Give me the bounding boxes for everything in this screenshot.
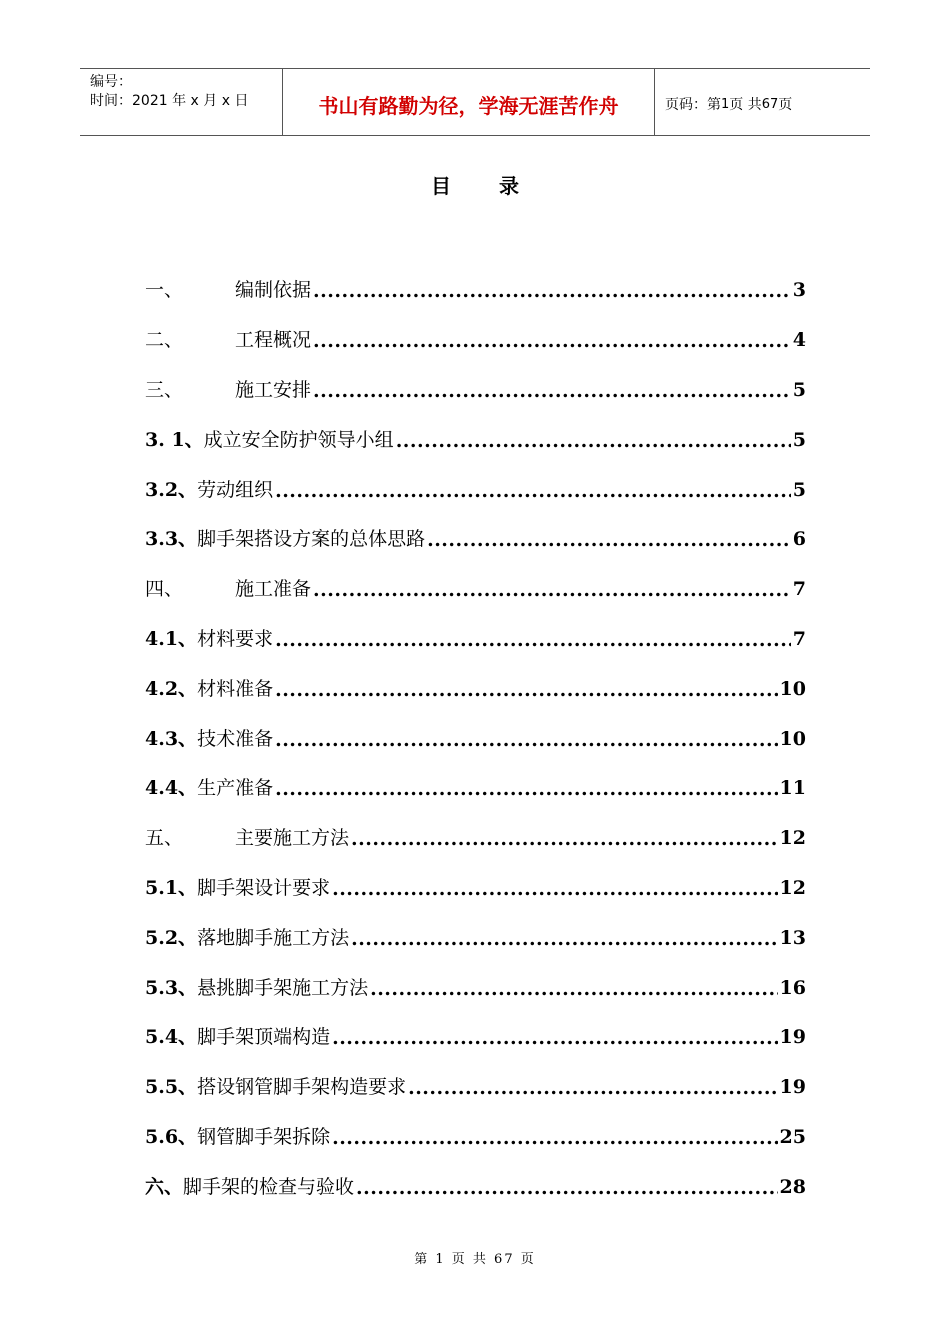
toc-entry-number: 5.5、 bbox=[145, 1076, 198, 1099]
toc-entry[interactable] bbox=[145, 266, 806, 316]
toc-entry-number: 5.2、 bbox=[145, 926, 198, 949]
toc-entry-title: 劳动组织 bbox=[197, 478, 274, 501]
toc-entry-page: 4 bbox=[792, 329, 806, 352]
toc-entry-number: 五、 bbox=[145, 827, 184, 850]
toc-entry-page: 5 bbox=[792, 428, 806, 451]
toc-entry-title: 落地脚手施工方法 bbox=[197, 926, 350, 949]
toc-entry[interactable] bbox=[145, 565, 806, 615]
toc-entry[interactable] bbox=[145, 714, 806, 764]
toc-entry-leader bbox=[332, 880, 777, 899]
toc-entry[interactable] bbox=[145, 913, 806, 963]
toc-entry-number: 四、 bbox=[145, 578, 184, 601]
toc-entry-title: 技术准备 bbox=[197, 727, 274, 750]
toc-entry-number: 一、 bbox=[145, 279, 184, 302]
toc-entry[interactable] bbox=[145, 1063, 806, 1113]
toc-entry-number: 5.1、 bbox=[145, 876, 198, 899]
toc-entry[interactable] bbox=[145, 366, 806, 416]
toc-entry-title: 施工准备 bbox=[235, 578, 312, 601]
toc-entry-page: 16 bbox=[779, 976, 806, 999]
toc-entry-title: 脚手架搭设方案的总体思路 bbox=[197, 528, 426, 551]
toc-entry[interactable] bbox=[145, 814, 806, 864]
toc-entry-leader bbox=[313, 282, 791, 301]
header-motto: 书山有路勤为径，学海无涯苦作舟 bbox=[282, 69, 655, 135]
toc-entry-title: 脚手架顶端构造 bbox=[197, 1026, 331, 1049]
toc-entry-page: 28 bbox=[779, 1175, 806, 1198]
toc-entry-number: 4.4、 bbox=[145, 777, 198, 800]
time-label: 时间：2021 年 x 月 x 日 bbox=[90, 93, 249, 109]
toc-entry-page: 5 bbox=[792, 478, 806, 501]
toc-entry-leader bbox=[332, 1029, 777, 1048]
toc-entry[interactable] bbox=[145, 316, 806, 366]
toc-entry-page: 5 bbox=[792, 378, 806, 401]
toc-entry-number: 六、 bbox=[145, 1175, 184, 1198]
toc-entry-page: 13 bbox=[779, 926, 806, 949]
toc-entry-leader bbox=[332, 1129, 777, 1148]
toc-entry-leader bbox=[275, 681, 777, 700]
toc-entry[interactable] bbox=[145, 415, 806, 465]
page-header bbox=[80, 68, 870, 136]
toc-entry[interactable] bbox=[145, 963, 806, 1013]
toc-entry[interactable] bbox=[145, 1013, 806, 1063]
header-meta bbox=[80, 69, 282, 135]
toc-entry[interactable] bbox=[145, 1113, 806, 1163]
toc-entry-title: 材料准备 bbox=[197, 677, 274, 700]
page-prefix: 页码：第 bbox=[665, 97, 721, 113]
toc-entry-page: 12 bbox=[779, 876, 806, 899]
toc-entry-page: 7 bbox=[792, 627, 806, 650]
toc-entry-number: 三、 bbox=[145, 378, 184, 401]
page-total: 67 bbox=[761, 96, 779, 112]
toc-entry-title: 生产准备 bbox=[197, 777, 274, 800]
toc-entry-number: 4.1、 bbox=[145, 627, 198, 650]
toc-entry-title: 悬挑脚手架施工方法 bbox=[197, 976, 369, 999]
toc-entry-number: 5.6、 bbox=[145, 1125, 198, 1148]
toc-entry-title: 材料要求 bbox=[197, 627, 274, 650]
toc-entry-leader bbox=[313, 581, 791, 600]
toc-entry-number: 二、 bbox=[145, 329, 184, 352]
toc-entry-leader bbox=[351, 830, 778, 849]
toc-entry-page: 10 bbox=[779, 727, 806, 750]
toc-entry-page: 19 bbox=[779, 1076, 806, 1099]
toc-entry-page: 6 bbox=[792, 528, 806, 551]
toc-entry-leader bbox=[370, 980, 777, 999]
toc-entry-number: 5.4、 bbox=[145, 1026, 198, 1049]
toc-entry-title: 主要施工方法 bbox=[235, 827, 350, 850]
toc-entry-leader bbox=[275, 482, 791, 501]
toc-entry-number: 3.2、 bbox=[145, 478, 198, 501]
toc-entry-page: 25 bbox=[779, 1125, 806, 1148]
toc-entry-leader bbox=[396, 432, 791, 451]
toc-entry-leader bbox=[351, 930, 777, 949]
toc-entry-title: 施工安排 bbox=[235, 378, 312, 401]
toc-entry[interactable] bbox=[145, 764, 806, 814]
toc-entry-number: 4.2、 bbox=[145, 677, 198, 700]
toc-entry-number: 4.3、 bbox=[145, 727, 198, 750]
toc-entry-number: 3. 1、 bbox=[145, 428, 204, 451]
header-page-info bbox=[655, 69, 870, 135]
toc-entry-leader bbox=[313, 382, 791, 401]
toc-entry-number: 5.3、 bbox=[145, 976, 198, 999]
page-mid: 页 共 bbox=[729, 97, 762, 113]
toc-entry-leader bbox=[356, 1179, 778, 1198]
toc-entry-page: 10 bbox=[779, 677, 806, 700]
toc-title: 目录 bbox=[431, 174, 567, 198]
toc-entry-page: 7 bbox=[792, 578, 806, 601]
page-suffix: 页 bbox=[778, 97, 793, 113]
toc-entry-page: 12 bbox=[779, 827, 806, 850]
toc-entry-page: 19 bbox=[779, 1026, 806, 1049]
toc-entry-page: 11 bbox=[779, 777, 806, 800]
toc-entry-page: 3 bbox=[792, 279, 806, 302]
toc-entry[interactable] bbox=[145, 465, 806, 515]
toc-entry[interactable] bbox=[145, 664, 806, 714]
toc-entry-title: 钢管脚手架拆除 bbox=[197, 1125, 331, 1148]
toc-entry-leader bbox=[427, 531, 791, 550]
toc-entry[interactable] bbox=[145, 1162, 806, 1212]
toc-entry[interactable] bbox=[145, 864, 806, 914]
toc-entry-title: 脚手架设计要求 bbox=[197, 876, 331, 899]
page-footer: 第 1 页 共 67 页 bbox=[414, 1252, 536, 1267]
toc-entry-leader bbox=[313, 332, 791, 351]
toc-entry-leader bbox=[275, 631, 791, 650]
number-label: 编号： bbox=[90, 74, 132, 90]
toc-entry-title: 工程概况 bbox=[235, 329, 312, 352]
toc-entry-title: 成立安全防护领导小组 bbox=[203, 428, 394, 451]
toc-entry-title: 搭设钢管脚手架构造要求 bbox=[197, 1076, 407, 1099]
toc-entry[interactable] bbox=[145, 615, 806, 665]
toc-entry-number: 3.3、 bbox=[145, 528, 198, 551]
page-current: 1 bbox=[721, 96, 730, 112]
toc-entry-leader bbox=[408, 1079, 777, 1098]
toc-entry-title: 脚手架的检查与验收 bbox=[183, 1175, 355, 1198]
toc-entry-leader bbox=[275, 731, 777, 750]
toc-entry[interactable] bbox=[145, 515, 806, 565]
toc-entry-title: 编制依据 bbox=[235, 279, 312, 302]
toc-entry-leader bbox=[275, 780, 777, 799]
table-of-contents bbox=[145, 266, 806, 1212]
